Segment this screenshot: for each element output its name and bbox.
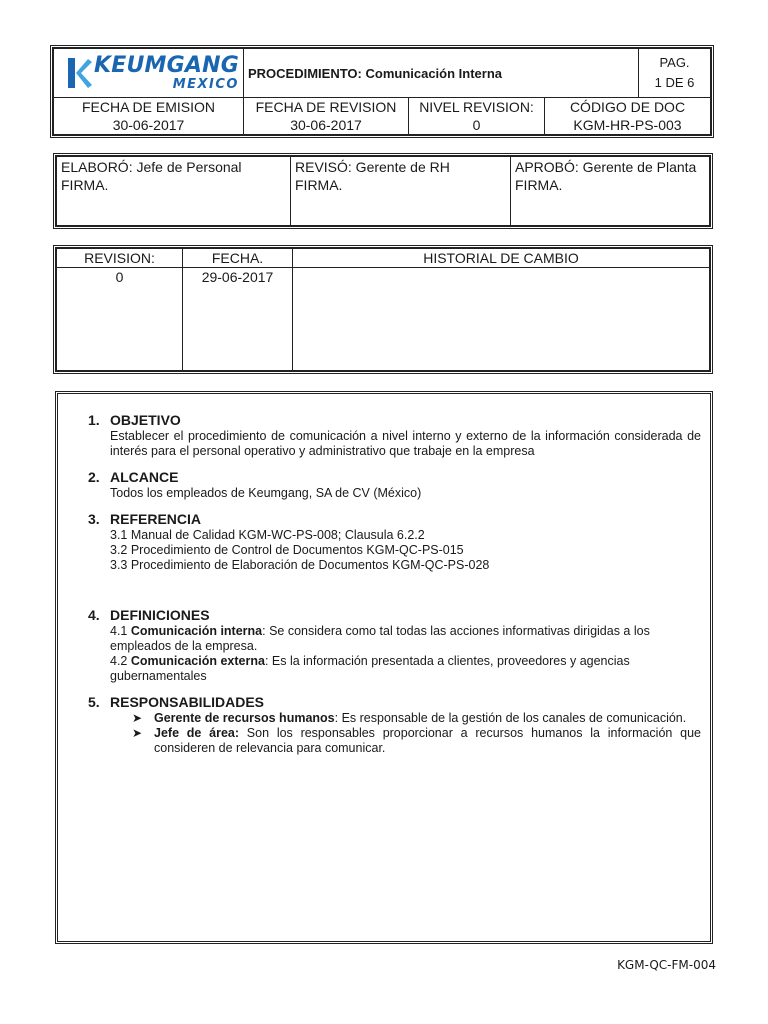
approved-by-cell — [511, 157, 710, 226]
arrow-bullet-icon: ➤ — [132, 711, 143, 725]
section-responsabilidades — [88, 694, 701, 756]
table-row — [57, 268, 710, 371]
responsibility-item — [110, 711, 701, 726]
section-number: 3. — [88, 511, 100, 527]
revision-level-cell — [409, 98, 545, 135]
emission-date-cell — [54, 98, 244, 135]
emission-date-label: FECHA DE EMISION — [81, 99, 216, 115]
change-description — [293, 268, 710, 371]
procedure-content — [55, 391, 713, 944]
reference-item: 3.1 Manual de Calidad KGM-WC-PS-008; Clausula 6.2.2 — [110, 528, 425, 542]
arrow-bullet-icon: ➤ — [132, 726, 143, 740]
approved-by: APROBÓ: Gerente de Planta — [515, 159, 697, 175]
keumgang-logo-icon — [66, 56, 92, 90]
section-objetivo — [88, 412, 701, 459]
approvals-block — [53, 153, 713, 229]
doc-code-value: KGM-HR-PS-003 — [573, 117, 682, 133]
document-header — [50, 45, 714, 138]
definition-text: : Es la información presentada a clientes, proveedores y agencias gubernamentales — [110, 654, 630, 683]
definition-text: : Se considera como tal todas las acciones informativas dirigidas a los empleados de la empresa. — [110, 624, 650, 653]
revision-history-block — [53, 245, 713, 374]
logo-sub-text: MEXICO — [172, 77, 239, 92]
procedure-title: PROCEDIMIENTO: Comunicación Interna — [244, 49, 639, 98]
responsibility-text: : Es responsable de la gestión de los canales de comunicación. — [334, 711, 687, 725]
alcance-text: Todos los empleados de Keumgang, SA de CV (México) — [110, 486, 422, 500]
change-history-header: HISTORIAL DE CAMBIO — [293, 249, 710, 268]
definition-item — [110, 654, 701, 684]
approvals-table — [56, 156, 710, 226]
revision-number: 0 — [57, 268, 183, 371]
responsibility-role: Gerente de recursos humanos — [154, 711, 335, 725]
reference-item: 3.2 Procedimiento de Control de Documentos KGM-QC-PS-015 — [110, 543, 464, 557]
responsibility-role: Jefe de área: — [154, 726, 240, 740]
approved-signature: FIRMA. — [515, 177, 563, 193]
date-header: FECHA. — [183, 249, 293, 268]
section-number: 4. — [88, 607, 100, 623]
section-title: OBJETIVO — [110, 412, 181, 428]
revision-date-value: 30-06-2017 — [290, 117, 362, 133]
elaborated-signature: FIRMA. — [61, 177, 109, 193]
elaborated-by: ELABORÓ: Jefe de Personal — [61, 159, 242, 175]
page-value: 1 DE 6 — [654, 75, 695, 90]
section-alcance — [88, 469, 701, 501]
objetivo-text: Establecer el procedimiento de comunicación a nivel interno y externo de la información considerada de interés para el personal operativo y administrativo que trabaje en la empresa — [110, 429, 701, 458]
section-title: ALCANCE — [110, 469, 179, 485]
section-number: 5. — [88, 694, 100, 710]
section-title: DEFINICIONES — [110, 607, 210, 623]
reviewed-by: REVISÓ: Gerente de RH — [295, 159, 450, 175]
doc-code-cell — [545, 98, 711, 135]
reviewed-signature: FIRMA. — [295, 177, 343, 193]
revision-date-label: FECHA DE REVISION — [255, 99, 397, 115]
section-definiciones — [88, 607, 701, 684]
section-number: 2. — [88, 469, 100, 485]
definition-number: 4.2 — [110, 654, 131, 668]
form-code-footer: KGM-QC-FM-004 — [617, 958, 716, 972]
revision-date-cell — [244, 98, 409, 135]
page-label: PAG. — [659, 55, 690, 70]
reference-item: 3.3 Procedimiento de Elaboración de Documentos KGM-QC-PS-028 — [110, 558, 490, 572]
revision-date: 29-06-2017 — [183, 268, 293, 371]
logo-cell — [54, 49, 244, 98]
emission-date-value: 30-06-2017 — [112, 117, 185, 133]
revision-history-table — [56, 248, 710, 371]
page-number-cell — [639, 49, 711, 98]
definition-item — [110, 624, 701, 654]
definition-term: Comunicación externa — [130, 654, 265, 668]
company-logo — [54, 49, 243, 97]
revision-level-label: NIVEL REVISION: — [419, 99, 534, 115]
reviewed-by-cell — [291, 157, 511, 226]
section-title: REFERENCIA — [110, 511, 202, 527]
definition-number: 4.1 — [110, 624, 131, 638]
responsibility-text: Son los responsables proporcionar a recursos humanos la información que consideren de relevancia para comunicar. — [154, 726, 701, 755]
definition-term: Comunicación interna — [130, 624, 263, 638]
logo-main-text: KEUMGANG — [94, 53, 239, 78]
elaborated-by-cell — [57, 157, 291, 226]
section-referencia — [88, 511, 701, 573]
section-title: RESPONSABILIDADES — [110, 694, 265, 710]
revision-header: REVISION: — [57, 249, 183, 268]
doc-code-label: CÓDIGO DE DOC — [569, 99, 686, 115]
responsibility-item — [110, 726, 701, 756]
header-table — [53, 48, 711, 135]
revision-level-value: 0 — [472, 117, 481, 133]
section-number: 1. — [88, 412, 100, 428]
